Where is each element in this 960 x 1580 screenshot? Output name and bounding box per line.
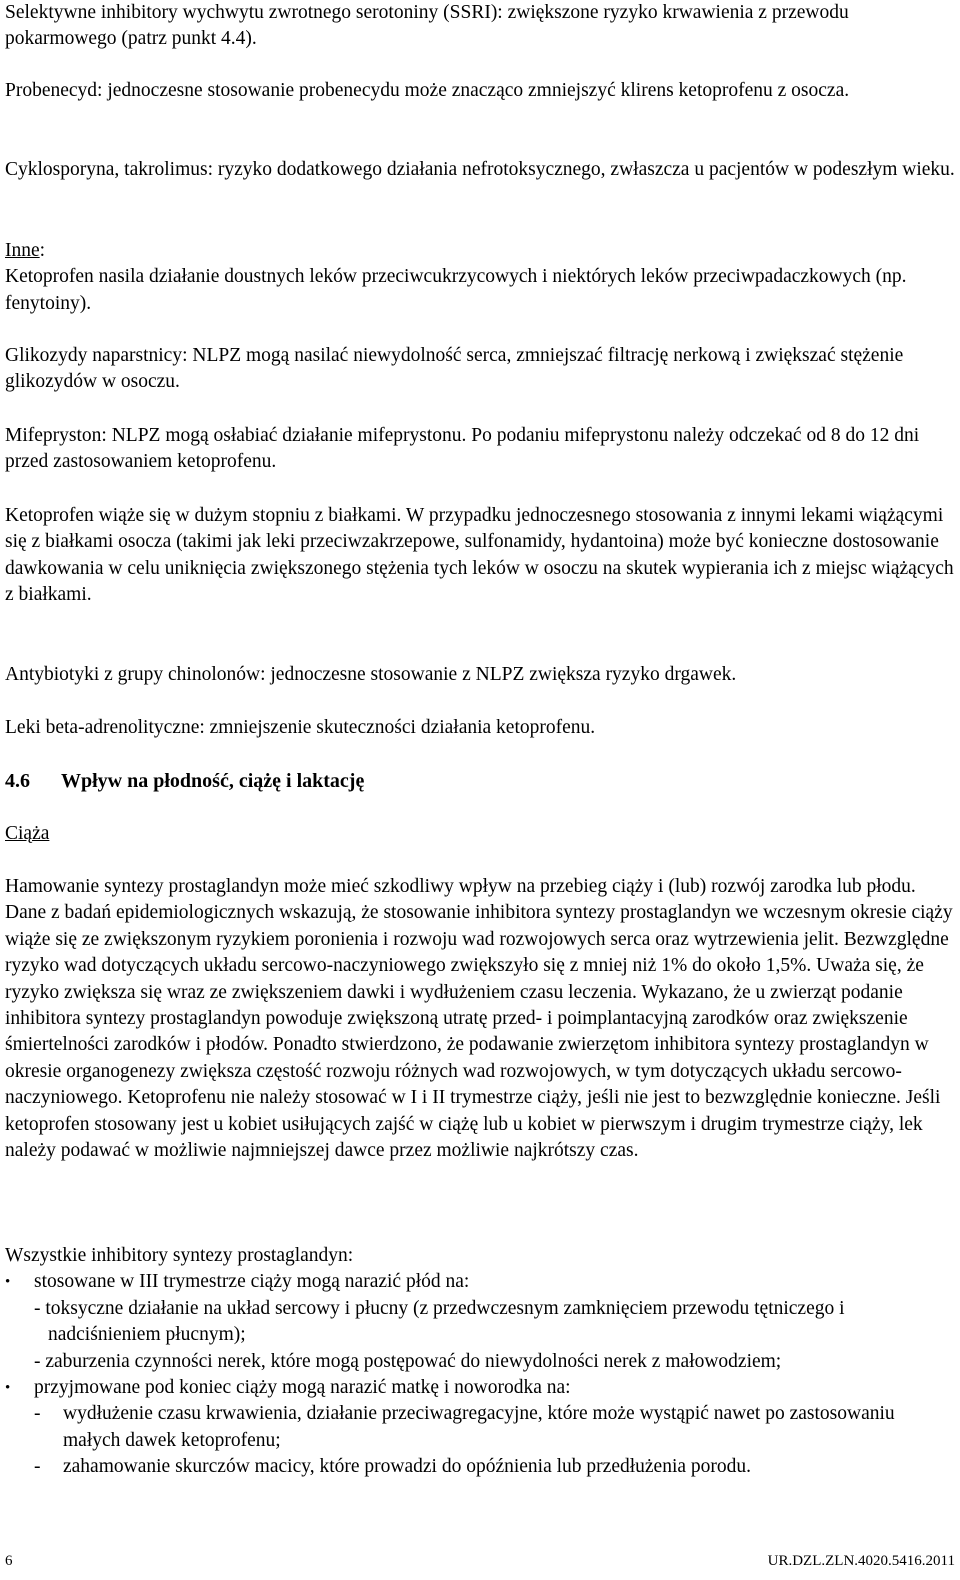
list-subitem: [5, 1401, 955, 1454]
list-subitem-text: wydłużenie czasu krwawienia, działanie przeciwagregacyjne, które może wystąpić nawet po zastosowaniu małych dawek ketoprofenu;: [63, 1403, 895, 1451]
other-label-colon: :: [39, 240, 46, 261]
section-number: 4.6: [5, 770, 30, 792]
list-subitem: - toksyczne działanie na układ sercowy i płucny (z przedwczesnym zamknięciem przewodu tętniczego i nadciśnieniem płucnym);: [34, 1297, 845, 1346]
list-subitem: - zaburzenia czynności nerek, które mogą postępować do niewydolności nerek z małowodziem;: [34, 1350, 782, 1372]
list-subitem-text: zahamowanie skurczów macicy, które prowadzi do opóźnienia lub przedłużenia porodu.: [63, 1456, 752, 1478]
cyclosporine-paragraph: Cyklosporyna, takrolimus: ryzyko dodatkowego działania nefrotoksycznego, zwłaszcza u pacjentów w podeszłym wieku.: [5, 159, 955, 180]
probenecid-paragraph: Probenecyd: jednoczesne stosowanie probenecydu może znacząco zmniejszyć klirens ketoprofenu z osocza.: [5, 80, 850, 101]
prostaglandin-list: [5, 1243, 955, 1481]
dash-marker: -: [34, 1403, 41, 1425]
pregnancy-body: Hamowanie syntezy prostaglandyn może mieć szkodliwy wpływ na przebieg ciąży i (lub) rozwój zarodka lub płodu. Dane z badań epidemiologicznych wskazują, że stosowanie inhibitora syntezy prostaglandyn we wczesnym okresie ciąży wiąże się ze zwiększonym ryzykiem poronienia i rozwoju wad rozwojowych serca oraz wytrzewienia jelit. Bezwzględne ryzyko wad dotyczących układu sercowo-naczyniowego zwiększyło się z mniej niż 1% do około 1,5%. Uważa się, że ryzyko zwiększa się wraz ze zwiększeniem dawki i wydłużeniem czasu leczenia. Wykazano, że u zwierząt podanie inhibitora syntezy prostaglandyn powoduje zwiększoną utratę przed- i poimplantacyjną zarodków oraz zwiększenie śmiertelności zarodków i płodów. Ponadto stwierdzono, że podawanie zwierzętom inhibitora syntezy prostaglandyn w okresie organogenezy zwiększa częstość rozwoju różnych wad rozwojowych, w tym dotyczących układu sercowo-naczyniowego. Ketoprofenu nie należy stosować w I i II trymestrze ciąży, jeśli nie jest to bezwzględnie konieczne. Jeśli ketoprofen stosowany jest u kobiet usiłujących zajść w ciążę lub u kobiet w pierwszym i drugim trymestrze ciąży, lek należy podawać w możliwie najmniejszej dawce przez możliwie najkrótszy czas.: [5, 876, 953, 1162]
list-item: • stosowane w III trymestrze ciąży mogą narazić płód na:: [5, 1269, 955, 1295]
section-heading: [5, 768, 364, 794]
list-item: • przyjmowane pod koniec ciąży mogą narazić matkę i noworodka na:: [5, 1375, 955, 1401]
section-title: Wpływ na płodność, ciążę i laktację: [61, 770, 365, 792]
pregnancy-subheading: Ciąża: [5, 823, 50, 844]
beta-blockers-paragraph: Leki beta-adrenolityczne: zmniejszenie skuteczności działania ketoprofenu.: [5, 717, 596, 738]
dash-marker: -: [34, 1456, 41, 1478]
document-reference: UR.DZL.ZLN.4020.5416.2011: [767, 1553, 955, 1569]
list-subitem: [5, 1454, 955, 1480]
protein-binding-paragraph: Ketoprofen wiąże się w dużym stopniu z białkami. W przypadku jednoczesnego stosowania z innymi lekami wiążącymi się z białkami osocza (takimi jak leki przeciwzakrzepowe, sulfonamidy, hydantoina) może być konieczne dostosowanie dawkowania w celu uniknięcia zwiększonego stężenia tych leków w osoczu na skutek wypierania ich z miejsc wiążących z białkami.: [5, 505, 954, 606]
digitalis-paragraph: Glikozydy naparstnicy: NLPZ mogą nasilać niewydolność serca, zmniejszać filtrację nerkową i zwiększać stężenie glikozydów w osoczu.: [5, 345, 904, 393]
mifepristone-paragraph: Mifepryston: NLPZ mogą osłabiać działanie mifeprystonu. Po podaniu mifeprystonu należy odczekać od 8 do 12 dni przed zastosowaniem ketoprofenu.: [5, 425, 920, 473]
other-interactions-block: [5, 238, 955, 317]
ssri-paragraph: Selektywne inhibitory wychwytu zwrotnego serotoniny (SSRI): zwiększone ryzyko krwawienia z przewodu pokarmowego (patrz punkt 4.4).: [5, 2, 849, 50]
other-label: Inne: [5, 240, 40, 261]
quinolones-paragraph: Antybiotyki z grupy chinolonów: jednoczesne stosowanie z NLPZ zwiększa ryzyko drgawek.: [5, 664, 737, 685]
list-intro: Wszystkie inhibitory syntezy prostaglandyn:: [5, 1245, 354, 1266]
other-interactions-paragraph: Ketoprofen nasila działanie doustnych leków przeciwcukrzycowych i niektórych leków przeciwpadaczkowych (np. fenytoiny).: [5, 266, 907, 314]
page-number: 6: [5, 1553, 13, 1569]
